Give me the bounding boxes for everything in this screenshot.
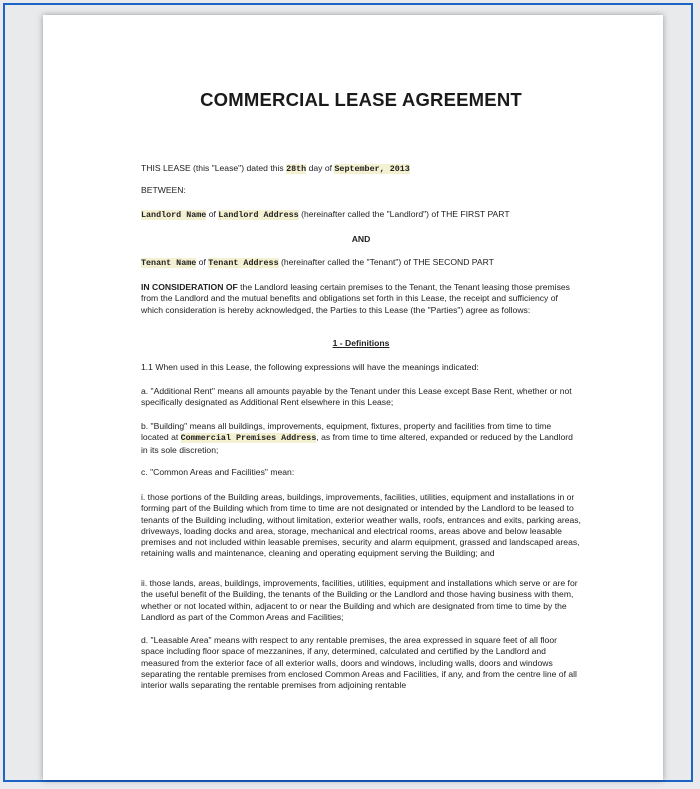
consideration-paragraph [141, 282, 581, 316]
intro-month-year: September, 2013 [334, 164, 410, 174]
clause-b-suffix: , as from time to time altered, expanded or reduced by the Landlord in its sole discretion; [141, 432, 573, 455]
tenant-name: Tenant Name [141, 258, 197, 268]
between-label: BETWEEN: [141, 185, 186, 195]
tenant-line [141, 257, 581, 269]
intro-prefix: THIS LEASE (this "Lease") dated this [141, 163, 287, 173]
clause-ii: ii. those lands, areas, buildings, improvements, facilities, utilities, equipment and installations which serve or are for the useful benefit of the Building, the tenants of the Building or the Landlord and those having business with them, whether or not located within, adjacent to or near the Building and which are designated from time to time by the Landlord as part of the Common Areas and Facilities; [141, 578, 578, 622]
image-frame [3, 3, 693, 782]
clause-c: c. "Common Areas and Facilities" mean: [141, 467, 295, 477]
consideration-text: the Landlord leasing certain premises to the Tenant, the Tenant leasing those premises from the Landlord and the mutual benefits and obligations set forth in this Lease, the receipt and sufficiency of which consideration is hereby acknowledged, the Parties to this Lease (the "Parties") agree as follows: [141, 282, 570, 315]
clause-d: d. "Leasable Area" means with respect to any rentable premises, the area expressed in square feet of all floor space including floor space of mezzanines, if any, determined, calculated and certified by the Landlord and measured from the exterior face of all exterior walls, doors and windows, including walls, doors and windows separating the rentable premises from enclosed Common Areas and Facilities, if any, and from the centre line of all interior walls separating the rentable premises from adjoining rentable [141, 635, 577, 691]
tenant-suffix: (hereinafter called the "Tenant") of THE SECOND PART [278, 257, 494, 267]
intro-day: 28th [286, 164, 307, 174]
landlord-line [141, 209, 581, 221]
clause-i: i. those portions of the Building areas, buildings, improvements, facilities, utilities, equipment and installations in or forming part of the Building which from time to time are not designated or intended by the Landlord to be leased to tenants of the Building including, without limitation, exterior weather walls, roofs, entrances and exits, parking areas, driveways, loading docks and area, storage, mechanical and electrical rooms, areas above and below leasable premises and not included within leasable premises, security and alarm equipment, grassed and landscaped areas, retaining walls and maintenance, cleaning and operating equipment serving the Building; and [141, 492, 581, 559]
tenant-address: Tenant Address [208, 258, 279, 268]
clause-b-address: Commercial Premises Address [180, 433, 317, 444]
landlord-suffix: (hereinafter called the "Landlord") of THE FIRST PART [298, 209, 510, 219]
section-heading: 1 - Definitions [332, 338, 390, 348]
intro-line [141, 163, 581, 175]
intro-mid: day of [306, 163, 335, 173]
document-title: COMMERCIAL LEASE AGREEMENT [200, 89, 522, 110]
consideration-lead: IN CONSIDERATION OF [141, 282, 238, 292]
clause-1-1: 1.1 When used in this Lease, the following expressions will have the meanings indicated: [141, 362, 479, 372]
landlord-address: Landlord Address [218, 210, 299, 220]
tenant-of: of [196, 257, 209, 267]
and-label: AND [351, 234, 371, 244]
clause-a: a. "Additional Rent" means all amounts payable by the Tenant under this Lease except Base Rent, whether or not specifically designated as Additional Rent elsewhere in this Lease; [141, 386, 572, 408]
landlord-of: of [206, 209, 219, 219]
landlord-name: Landlord Name [141, 210, 207, 220]
clause-b [141, 421, 581, 456]
clause-b-prefix: b. "Building" means all buildings, improvements, equipment, fixtures, property and facilities from time to time located at [141, 421, 552, 443]
document-page [43, 15, 663, 780]
